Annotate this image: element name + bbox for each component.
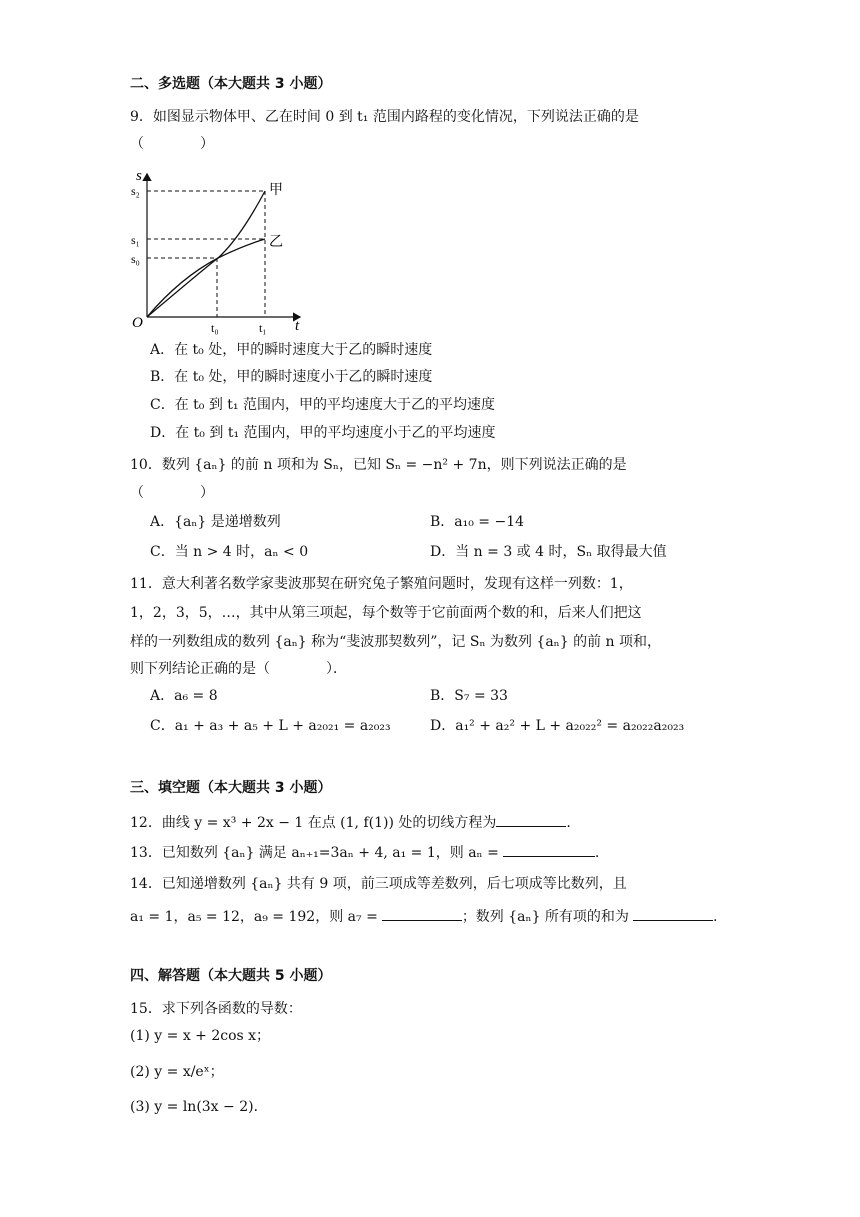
question-9-stem: 9．如图显示物体甲、乙在时间 0 到 t₁ 范围内路程的变化情况，下列说法正确的是 [130,109,639,125]
q10-option-d: D．当 n = 3 或 4 时，Sₙ 取得最大值 [430,544,667,560]
q9-option-c: C．在 t₀ 到 t₁ 范围内，甲的平均速度大于乙的平均速度 [150,397,495,413]
question-13-text: 13．已知数列 {aₙ} 满足 aₙ₊₁=3aₙ + 4, a₁ = 1，则 aₙ = [130,845,499,861]
answer-blank-14b[interactable] [633,906,713,921]
q9-option-d: D．在 t₀ 到 t₁ 范围内，甲的平均速度小于乙的平均速度 [150,425,496,441]
question-14-text-b: ；数列 {aₙ} 所有项的和为 [461,909,629,925]
curve-yi-label: 乙 [269,235,283,250]
question-12 [130,812,571,833]
y-tick-s1: s₁ [131,233,140,247]
question-14-line1: 14．已知递增数列 {aₙ} 共有 9 项，前三项成等差数列，后七项成等比数列，且 [130,876,627,892]
curve-jia-label: 甲 [269,183,283,198]
y-tick-s2: s₂ [131,184,140,198]
question-14-text-a: a₁ = 1，a₅ = 12，a₉ = 192，则 a₇ = [130,909,378,925]
q11-option-b: B．S₇ = 33 [430,688,508,704]
answer-blank-13[interactable] [503,842,595,857]
y-axis-label: s [136,168,142,184]
section-heading-fill-blank: 三、填空题（本大题共 3 小题） [130,780,332,796]
q11-option-a: A．a₆ = 8 [150,688,218,704]
question-10-paren: （ ） [130,485,214,501]
question-11-line4: 则下列结论正确的是（ ）． [130,661,347,677]
q9-option-b: B．在 t₀ 处，甲的瞬时速度小于乙的瞬时速度 [150,369,433,385]
question-15-item-2: (2) y = x/eˣ； [130,1064,224,1080]
q11-option-d: D．a₁² + a₂² + L + a₂₀₂₂² = a₂₀₂₂a₂₀₂₃ [430,718,685,734]
question-14-line2 [130,906,717,927]
answer-blank-14a[interactable] [382,906,462,921]
x-tick-t0: t₀ [211,321,219,335]
question-10-stem: 10．数列 {aₙ} 的前 n 项和为 Sₙ，已知 Sₙ = −n² + 7n，则下列说法正确的是 [130,457,627,473]
x-axis-label: t [295,318,300,334]
section-heading-answer: 四、解答题（本大题共 5 小题） [130,968,332,984]
q11-option-c: C．a₁ + a₃ + a₅ + L + a₂₀₂₁ = a₂₀₂₃ [150,718,391,734]
y-tick-s0: s₀ [131,252,140,266]
q10-option-b: B．a₁₀ = −14 [430,514,525,530]
q10-option-a: A．{aₙ} 是递增数列 [150,514,281,530]
question-15-item-3: (3) y = ln(3x − 2)． [130,1099,268,1115]
q9-option-a: A．在 t₀ 处，甲的瞬时速度大于乙的瞬时速度 [150,342,433,358]
question-12-text: 12．曲线 y = x³ + 2x − 1 在点 (1, f(1)) 处的切线方程为 [130,815,497,831]
question-11-line1: 11．意大利著名数学家斐波那契在研究兔子繁殖问题时，发现有这样一列数：1， [130,576,633,592]
question-13 [130,842,599,863]
question-15-item-1: (1) y = x + 2cos x； [130,1028,271,1044]
x-tick-t1: t₁ [259,321,267,335]
q10-option-c: C．当 n > 4 时，aₙ < 0 [150,544,309,560]
question-12-end: . [566,815,571,831]
question-14-end: . [712,909,718,925]
question-11-line2: 1，2，3，5，…，其中从第三项起，每个数等于它前面两个数的和，后来人们把这 [130,605,642,621]
question-13-end: . [594,845,600,861]
origin-label: O [132,315,143,331]
answer-blank-12[interactable] [496,812,566,827]
question-9-paren: （ ） [130,136,214,152]
question-15-stem: 15．求下列各函数的导数： [130,1001,302,1017]
curve-yi [147,239,265,317]
section-heading-multi-choice: 二、多选题（本大题共 3 小题） [130,76,332,92]
distance-time-graph [130,160,315,335]
question-11-line3: 样的一列数组成的数列 {aₙ} 称为“斐波那契数列”，记 Sₙ 为数列 {aₙ} 的前 n 项和， [130,634,662,650]
